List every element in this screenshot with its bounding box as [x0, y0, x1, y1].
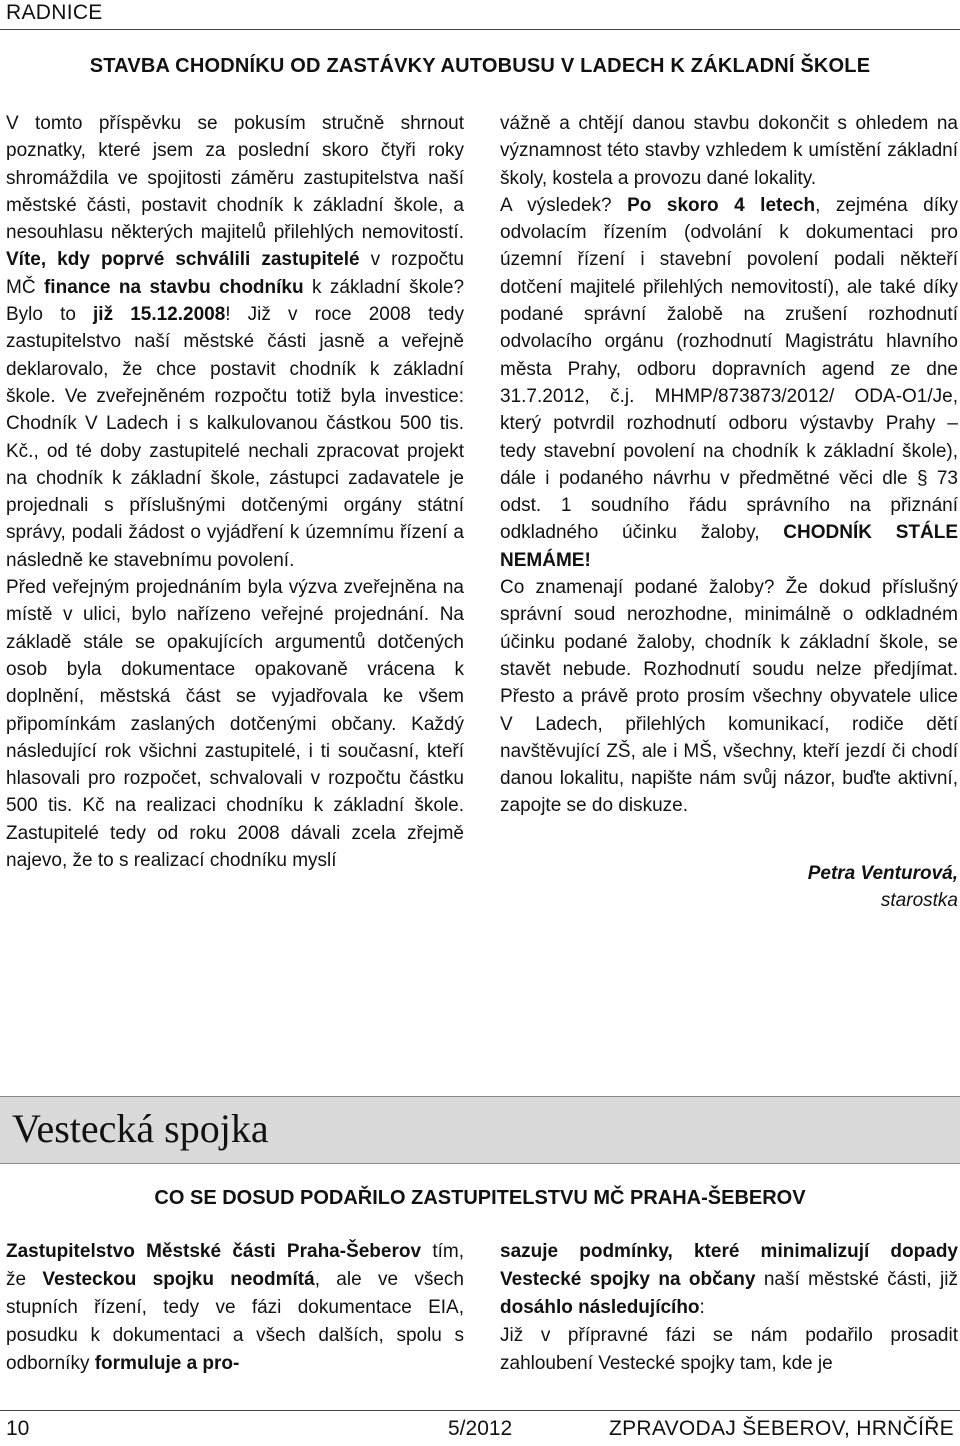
article-title: STAVBA CHODNÍKU OD ZASTÁVKY AUTOBUSU V LADECH K ZÁKLADNÍ ŠKOLE	[89, 55, 871, 77]
signature-name: Petra Venturová,	[807, 862, 958, 884]
text: :	[699, 1297, 705, 1318]
second-article-left-column	[6, 1238, 464, 1378]
text: tím, že	[6, 1241, 464, 1290]
issue-number: 5/2012	[448, 1417, 513, 1440]
text: naší městské části, již	[755, 1269, 958, 1290]
paragraph	[6, 110, 464, 574]
paragraph	[500, 192, 958, 574]
article-right-column	[500, 110, 958, 914]
bold-date: již 15.12.2008	[93, 304, 226, 326]
bold-time: Po skoro 4 letech	[627, 194, 816, 216]
second-article-title: CO SE DOSUD PODAŘILO ZASTUPITELSTVU MČ PRAHA-ŠEBEROV	[154, 1187, 806, 1209]
text: v rozpočtu MČ	[6, 249, 465, 298]
text: , zejména díky odvolacím řízením (odvolání k dokumentaci pro územní řízení i stavební povolení podali někteří dotčení majitelé přilehlých nemovitostí), ale také díky podané správní žalobě na zrušení rozhodnutí odvolacího orgánu (rozhodnutí Magistrátu hlavního města Prahy, odboru dopravních agend ze dne 31.7.2012, č.j. MHMP/873873/2012/ ODA-O1/Je, který potvrdil rozhodnutí odboru výstavby Prahy – tedy stavební povolení na chodník k základní škole), dále i podaného návrhu v předmětné věci dle § 73 odst. 1 soudního řádu správního na přiznání odkladného účinku žaloby,	[500, 194, 958, 544]
magazine-name: ZPRAVODAJ ŠEBEROV, HRNČÍŘE	[608, 1417, 954, 1440]
text: , ale ve všech stupních řízení, tedy ve fázi dokumentace EIA, posudku k dokumentaci a všech dalších, spolu s odborníky	[6, 1269, 464, 1374]
page-number: 10	[6, 1417, 30, 1440]
bold-conditions: sazuje podmínky, které minimalizují dopady Vestecké spojky na občany	[500, 1241, 958, 1290]
paragraph: Co znamenají podané žaloby? Že dokud příslušný správní soud nerozhodne, minimálně o odkladném účinku podané žaloby, chodník k základní škole, se stavět nebude. Rozhodnutí soudu nelze předjímat. Přesto a právě proto prosím všechny obyvatele ulice V Ladech, přilehlých komunikací, rodiče dětí navštěvující ZŠ, ale i MŠ, všechny, kteří jezdí či chodí danou lokalitu, napište nám svůj názor, buďte aktivní, zapojte se do diskuze.	[500, 577, 958, 817]
text: k základní škole? Bylo to	[6, 276, 465, 326]
text: ! Již v roce 2008 tedy zastupitelstvo naší městské části jasně a veřejně deklarovalo, že chce postavit chodník k základní škole. Ve zveřejněném rozpočtu totiž byla investice: Chodník V Ladech i s kalkulovanou částkou 500 tis. Kč., od té doby zastupitelé nechali zpracovat projekt na chodník k základní škole, zástupci zadavatele je projednali s příslušnými dotčenými orgány státní správy, podali žádost o vyjádření k územnímu řízení a následně ke stavebnímu povolení.	[6, 304, 464, 571]
signature-role: starostka	[880, 890, 958, 912]
bold-question: Víte, kdy poprvé schválili zastupitelé	[6, 249, 360, 271]
bold-conclusion: CHODNÍK STÁLE NEMÁME!	[500, 522, 959, 571]
banner-title: Vestecká spojka	[12, 1106, 269, 1151]
section-tag: RADNICE	[0, 0, 960, 30]
bold-finance: finance na stavbu chodníku	[43, 276, 304, 298]
bold-achieved: dosáhlo následujícího	[500, 1297, 700, 1318]
paragraph: vážně a chtějí danou stavbu dokončit s ohledem na významnost této stavby vzhledem k umístění základní školy, kostela a provozu dané lokality.	[500, 113, 958, 189]
paragraph	[500, 1238, 958, 1322]
page-footer	[0, 1410, 960, 1446]
intro-text: V tomto příspěvku se pokusím stručně shrnout poznatky, které jsem za poslední skoro čtyři roky shromáždila ve spojitosti záměru zastupitelstva naší městské části, postavit chodník k základní škole, a nesouhlasu některých majitelů přilehlých nemovitostí.	[6, 113, 464, 244]
paragraph: Před veřejným projednáním byla výzva zveřejněna na místě v ulici, bylo nařízeno veřejné projednání. Na základě stále se opakujících argumentů dotčených osob byla dokumentace opakovaně vrácena k doplnění, městská část se vyjadřovala ke všem připomínkám zaslaných dotčenými občany. Každý následující rok všichni zastupitelé, i ti současní, kteří hlasovali pro rozpočet, schvalovali v rozpočtu částku 500 tis. Kč na realizaci chodníku k základní škole. Zastupitelé tedy od roku 2008 dávali zcela zřejmě najevo, že to s realizací chodníku myslí	[6, 577, 464, 872]
paragraph: Již v přípravné fázi se nám podařilo prosadit zahloubení Vestecké spojky tam, kde je	[500, 1325, 958, 1374]
bold-action: formuluje a pro-	[94, 1353, 240, 1374]
section-banner	[0, 1096, 960, 1164]
second-article-right-column	[500, 1238, 958, 1378]
article-left-column	[6, 110, 464, 874]
text: A výsledek?	[500, 194, 612, 216]
paragraph	[6, 1238, 464, 1378]
bold-stance: Vesteckou spojku neodmítá	[42, 1269, 315, 1290]
bold-subject: Zastupitelstvo Městské části Praha-Šeberov	[6, 1241, 422, 1262]
signature	[500, 860, 958, 915]
